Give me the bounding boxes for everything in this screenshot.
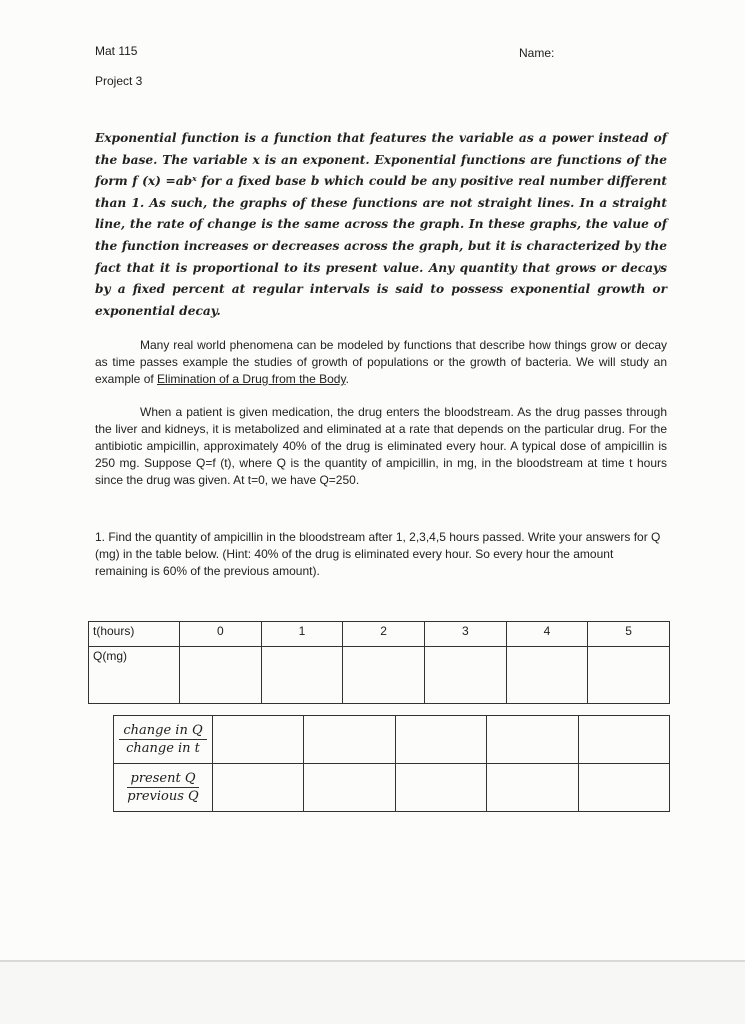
answer-cell[interactable] [424, 647, 506, 704]
change-ratio-label [114, 716, 213, 764]
hour-cell: 4 [506, 622, 588, 647]
name-label: Name: [519, 46, 555, 60]
hour-cell: 1 [261, 622, 343, 647]
table-row [89, 622, 670, 647]
table-row [114, 716, 670, 764]
question-1: 1. Find the quantity of ampicillin in the bloodstream after 1, 2,3,4,5 hours passed. Write your answers for Q (mg) in the table below. (Hint: 40% of the drug is eliminated every hour. So every hour the amount remaining is 60% of the previous amount). [95, 530, 661, 578]
hour-cell: 5 [588, 622, 670, 647]
project-label: Project 3 [95, 74, 143, 88]
hour-cell: 3 [424, 622, 506, 647]
answer-cell[interactable] [487, 716, 578, 764]
previous-q-label: previous Q [127, 789, 199, 804]
t-hours-label: t(hours) [89, 622, 180, 647]
quantity-table [88, 621, 670, 704]
answer-cell[interactable] [304, 716, 395, 764]
answer-cell[interactable] [506, 647, 588, 704]
answer-cell[interactable] [578, 716, 669, 764]
hour-cell: 2 [343, 622, 425, 647]
paragraph-phenomena [95, 337, 667, 388]
growth-ratio-label [114, 764, 213, 812]
answer-cell[interactable] [213, 764, 304, 812]
paragraph-phenomena-text: Many real world phenomena can be modeled by functions that describe how things grow or decay as time passes example the studies of growth of populations or the growth of bacteria. We will study an example of [95, 338, 667, 386]
hour-cell: 0 [180, 622, 262, 647]
change-in-t-label: change in t [126, 741, 200, 756]
answer-cell[interactable] [343, 647, 425, 704]
answer-cell[interactable] [395, 716, 486, 764]
rate-table [113, 715, 670, 812]
scan-edge [0, 960, 745, 962]
answer-cell[interactable] [588, 647, 670, 704]
answer-cell[interactable] [261, 647, 343, 704]
present-q-label: present Q [127, 771, 200, 788]
drug-elimination-link: Elimination of a Drug from the Body [157, 372, 346, 386]
table-row [114, 764, 670, 812]
change-in-q-label: change in Q [119, 723, 206, 740]
paragraph-medication [95, 404, 667, 489]
answer-cell[interactable] [213, 716, 304, 764]
course-label: Mat 115 [95, 44, 138, 58]
paragraph-medication-text: When a patient is given medication, the drug enters the bloodstream. As the drug passes through the liver and kidneys, it is metabolized and eliminated at a rate that depends on the particular drug. For the antibiotic ampicillin, approximately 40% of the drug is eliminated every hour. A typical dose of ampicillin is 250 mg. Suppose Q=f (t), where Q is the quantity of ampicillin, in mg, in the bloodstream at time t hours since the drug was given. At t=0, we have Q=250. [95, 405, 667, 487]
table-row [89, 647, 670, 704]
q-mg-label: Q(mg) [89, 647, 180, 704]
answer-cell[interactable] [487, 764, 578, 812]
answer-cell[interactable] [304, 764, 395, 812]
intro-paragraph: Exponential function is a function that features the variable as a power instead of the base. The variable x is an exponent. Exponential functions are functions of the form f (x) =abˣ for a fixed base b which could be any positive real number different than 1. As such, the graphs of these functions are not straight lines. In a straight line, the rate of change is the same across the graph. In these graphs, the value of the function increases or decreases across the graph, but it is characterized by the fact that it is proportional to its present value. Any quantity that grows or decays by a fixed percent at regular intervals is said to possess exponential growth or exponential decay. [95, 131, 667, 318]
answer-cell[interactable] [395, 764, 486, 812]
answer-cell[interactable] [578, 764, 669, 812]
answer-cell[interactable] [180, 647, 262, 704]
paragraph-phenomena-end: . [345, 372, 349, 386]
